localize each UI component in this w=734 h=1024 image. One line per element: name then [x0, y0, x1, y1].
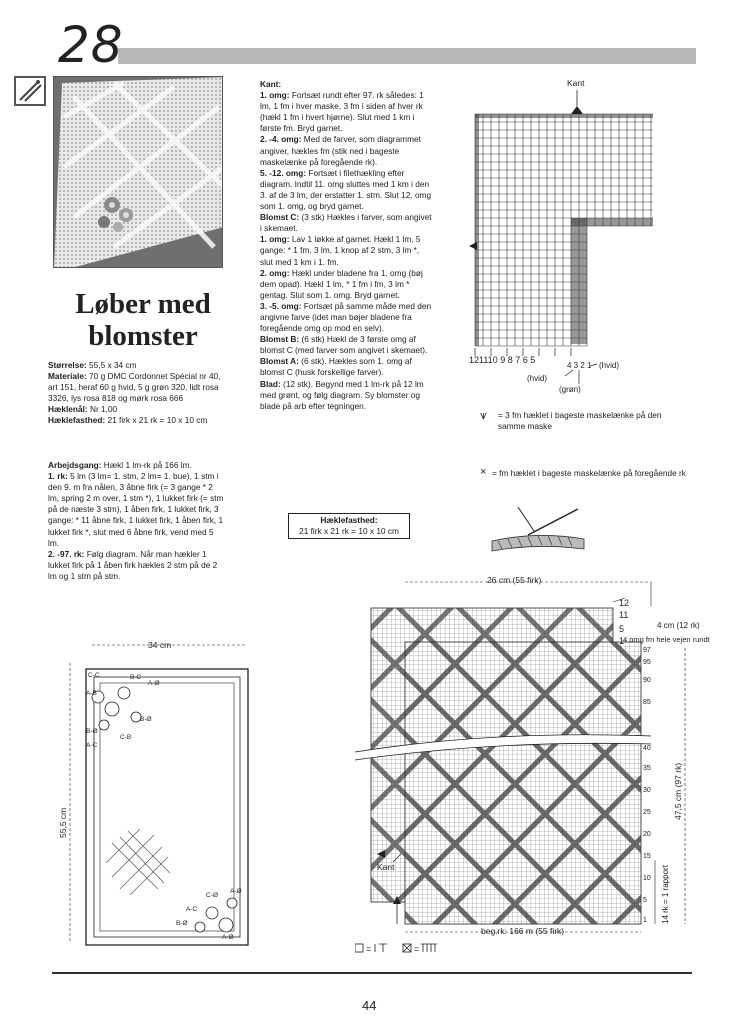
work-instructions	[48, 460, 226, 582]
edge-small-nums: 4 3 2 1	[567, 361, 592, 370]
edge-row-numbers: 121110 9 8 7 6 5	[469, 355, 536, 365]
section-number: 28	[58, 16, 124, 74]
flower-label: B-C	[130, 674, 142, 681]
page-title	[58, 288, 228, 352]
legend-three-fm	[480, 408, 684, 432]
flower-label: B-Ø	[140, 716, 152, 723]
closed-square-eq: =	[414, 944, 420, 954]
fm-cross-symbol-icon: ×	[480, 466, 487, 478]
flower-c: Blomst C: (3 stk) Hækles i farver, som angivet i skemaet.	[260, 212, 432, 234]
open-square-eq: =	[366, 944, 372, 954]
edge-chart-filled-cells	[475, 114, 653, 346]
flower-label: B-Ø	[86, 728, 98, 735]
flower-c-round-3-5: 3. -5. omg: Fortsæt på samme måde med den angivne farve (idet man bøjer bladene fra foregående omg op mod en selv).	[260, 300, 432, 334]
flower-label: A-Ø	[230, 888, 242, 895]
row-num: 25	[643, 809, 651, 816]
diagram-flowers-bottom	[195, 898, 237, 932]
title-line-1: Løber med	[75, 288, 211, 320]
open-stitch-icon	[375, 944, 387, 952]
diagram-weave-sketch	[106, 829, 170, 895]
flower-a: Blomst A: (6 stk). Hækles som 1. omg af blomst C (husk forskellige farver).	[260, 356, 412, 378]
materials-gauge: Hæklefasthed: 21 firk x 21 rk = 10 x 10 cm	[48, 415, 208, 426]
open-square-icon	[355, 944, 363, 952]
kant-label: Kant	[377, 862, 395, 872]
row-num: 40	[643, 745, 651, 752]
diagram-flowers-top	[92, 687, 141, 730]
flower-label: C-C	[88, 672, 100, 679]
title-line-2: blomster	[88, 320, 198, 352]
placement-diagram	[50, 633, 260, 953]
edge-chart	[455, 76, 655, 396]
diagram-height-label: 55,5 cm	[58, 807, 68, 838]
flower-c-round-2: 2. omg: Hækl under bladene fra 1. omg (bøj dem opad). Hækl 1 lm, * 1 fm i fm, 3 lm * gentag. Slut som 1. omg. Bryd garnet.	[260, 267, 423, 300]
symbol-legend	[355, 944, 437, 954]
row-num: 30	[643, 787, 651, 794]
edge-chart-title: Kant	[567, 78, 585, 88]
flower-label: A-Ø	[148, 680, 160, 687]
leaf: Blad: (12 stk). Begynd med 1 lm-rk på 12 lm med grønt, og følg diagram. Sy blomster og blade på arb efter tegningen.	[260, 378, 424, 411]
chart-width-label: 26 cm (55 firk)	[487, 575, 542, 585]
runner-photo	[53, 76, 223, 268]
round-label: 4 omg fm hele vejen rundt	[623, 635, 710, 644]
kant-round-5-12: 5. -12. omg: Fortsæt i filethækling efter diagram. Indtil 11. omg sluttes med 1 km i den 3. af de 3 lm, der erstatter 1. stm. Slut 12. omg som 1. omg, og bryd garnet.	[260, 167, 432, 212]
crochet-hook-icon	[14, 76, 46, 106]
edge-num: 11	[619, 610, 629, 620]
bottom-label: beg.rk: 166 m (55 firk)	[481, 926, 565, 936]
flower-label: C-Ø	[206, 892, 218, 899]
row-num: 20	[643, 831, 651, 838]
row-num: 90	[643, 677, 651, 684]
diagram-width-label: 34 cm	[148, 640, 172, 650]
footer-line	[52, 972, 692, 974]
side-label: 4 cm (12 rk)	[657, 621, 700, 630]
edge-chart-grid	[475, 114, 653, 346]
edge-hvid-right: (hvid)	[599, 361, 620, 370]
kant-round-2-4: 2. -4. omg: Med de farver, som diagrammet angiver, hækles fm (stik ned i bageste maskelænke på foregående rk).	[260, 134, 421, 167]
materials-section	[48, 360, 226, 427]
page-number: 44	[362, 998, 377, 1013]
edge-num: 5	[619, 624, 625, 634]
row-num: 10	[643, 875, 651, 882]
legend-line-1: = 3 fm hæklet i bageste maskelænke på den samme maske	[498, 410, 662, 431]
flower-label: A-C	[86, 742, 98, 749]
edge-hvid-left: (hvid)	[527, 374, 548, 383]
kant-heading: Kant:	[260, 79, 282, 89]
row-num: 85	[643, 699, 651, 706]
flower-label: A-B	[86, 690, 97, 697]
flower-b: Blomst B: (6 stk) Hækl de 3 første omg af blomst C (med farver som angivet i skemaet).	[260, 334, 428, 356]
edge-num: 12	[619, 598, 630, 608]
legend-fm-back-loop	[480, 468, 690, 479]
row-num: 35	[643, 765, 651, 772]
stitch-illustration	[488, 505, 588, 555]
closed-stitch-icon	[421, 944, 437, 952]
gauge-title: Hæklefasthed:	[320, 515, 378, 525]
flower-label: B-Ø	[176, 920, 188, 927]
main-filet-chart	[355, 570, 734, 960]
materials-yarn: Materiale: 70 g DMC Cordonnet Spécial nr 40, art 151, heraf 60 g hvid, 5 g grøn 320, lidt rosa 3326, lys rosa 818 og mørk rosa 666	[48, 371, 221, 404]
flower-label: C-B	[120, 734, 132, 741]
edge-instructions	[260, 79, 432, 412]
materials-size: Størrelse: 55,5 x 34 cm	[48, 360, 137, 370]
row-num: 97	[643, 647, 651, 654]
work-row-1: 1. rk: 5 lm (3 lm= 1. stm, 2 lm= 1. bue), 1 stm i den 9. m fra nålen, 3 åbne firk (= 3 gange * 2 lm, spring 2 m over, 1 stm *), 1 lukket firk (= stm på de næste 3 stm), 1 åben firk, 1 lukket firk, 3 gange: * 11 åbne firk, 1 lukket firk, 1 åben firk, 1 lukket firk *, slut med 6 åbne firk, vend med 5 lm.	[48, 471, 224, 548]
row-num: 15	[643, 853, 651, 860]
row-num: 1	[643, 917, 647, 924]
materials-hook: Hæklenål: Nr 1,00	[48, 404, 118, 415]
kant-round-1: 1. omg: Fortsæt rundt efter 97. rk således: 1 lm, 1 fm i hver maske, 3 fm i siden af hver rk (hækl 1 fm i hvert hjørne). Slut med 1 km i første fm. Bryd garnet.	[260, 90, 424, 134]
edge-num: 1	[619, 636, 625, 646]
work-rows-2-97: 2. -97. rk: Følg diagram. Når man hækler 1 lukket firk på 1 åben firk hækles 2 stm på de 2 lm og 1 stm på stm.	[48, 548, 218, 581]
flower-label: A-Ø	[222, 934, 234, 941]
flower-label: A-C	[186, 906, 198, 913]
gauge-text: 21 firk x 21 rk = 10 x 10 cm	[299, 526, 399, 536]
edge-gron: (grøn)	[559, 385, 581, 394]
height-label: 47,5 cm (97 rk)	[673, 762, 683, 820]
row-num: 95	[643, 659, 651, 666]
legend-line-2: = fm hæklet i bageste maskelænke på foregående rk	[492, 468, 686, 478]
rapport-label: 14 rk = 1 rapport	[661, 865, 670, 924]
header-band	[118, 48, 696, 64]
row-num: 5	[643, 897, 647, 904]
three-fm-symbol-icon: ⩛	[480, 408, 487, 422]
flower-c-round-1: 1. omg: Lav 1 løkke af garnet. Hækl 1 lm, 5 gange: * 1 fm, 3 lm, 1 knop af 2 stm, 3 lm *, slut med 1 km i 1. fm.	[260, 234, 421, 267]
work-intro: Arbejdsgang: Hækl 1 lm-rk på 166 lm.	[48, 460, 192, 470]
gauge-box	[288, 513, 410, 539]
